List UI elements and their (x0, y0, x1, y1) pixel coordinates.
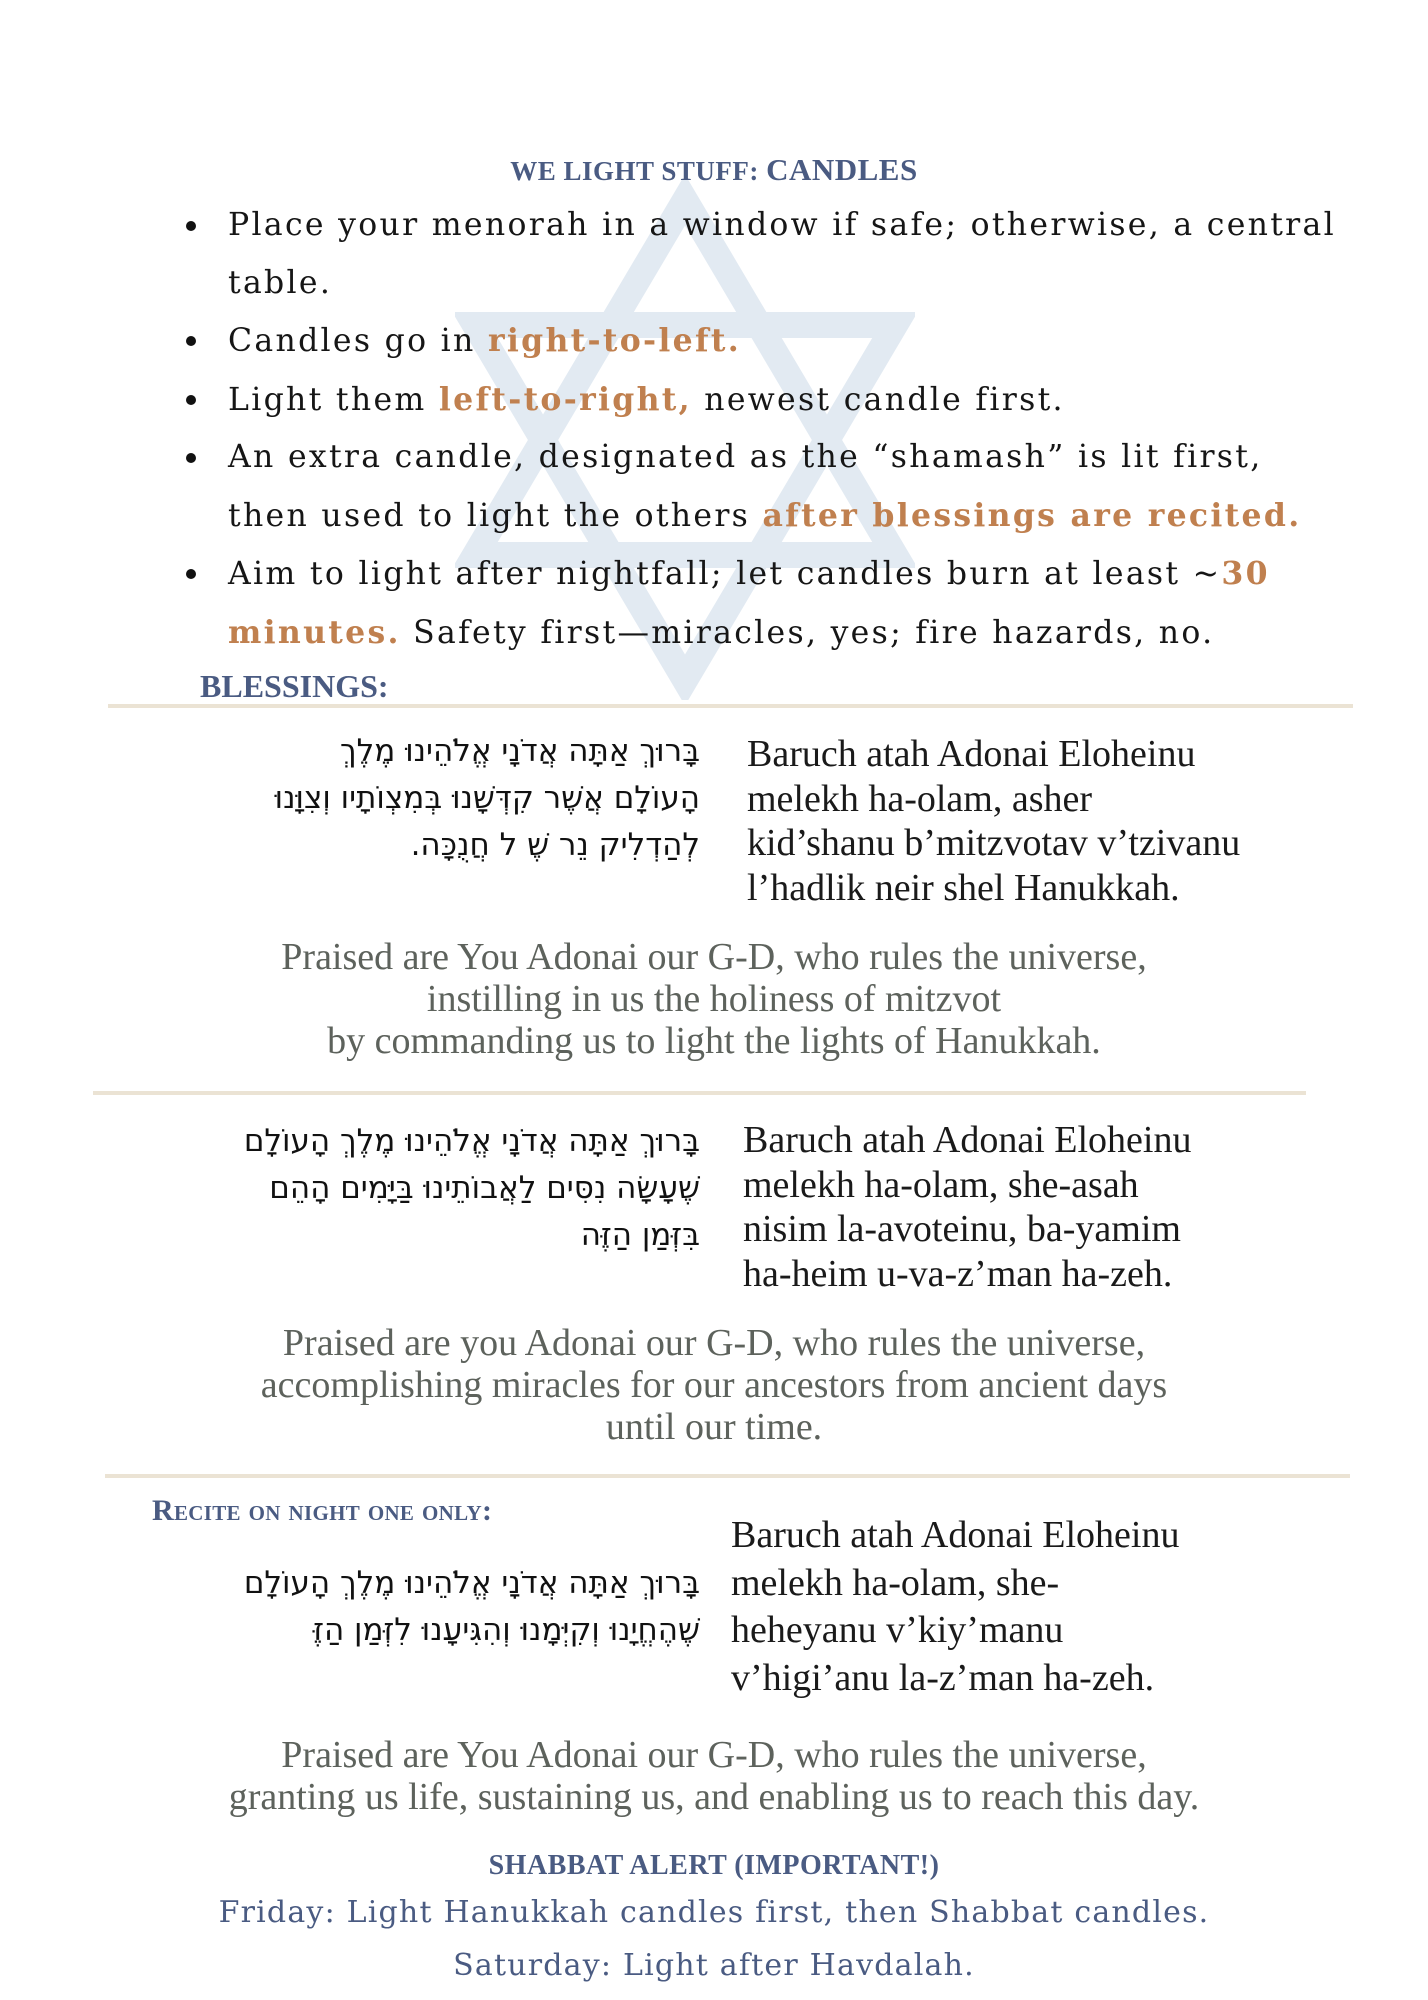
transliteration-line: Baruch atah Adonai Eloheinu (731, 1514, 1180, 1556)
transliteration-line: melekh ha-olam, asher (747, 777, 1093, 820)
bullet-text: Safety first—miracles, yes; fire hazards, no. (400, 614, 1215, 651)
blessing-3-hebrew (130, 1560, 700, 1654)
transliteration-line: heheyanu v’kiy’manu (731, 1609, 1064, 1651)
blessings-heading: BLESSINGS: (200, 668, 389, 704)
page-title (0, 152, 1428, 188)
divider (108, 704, 1353, 708)
translation-line: Praised are you Adonai our G-D, who rules the universe, (282, 1322, 1146, 1364)
bullet-text: An extra candle, designated as the “shamash” is lit first, then used to light the others (228, 439, 1263, 534)
instructions-list (188, 197, 1338, 662)
blessing-2-translation (0, 1322, 1428, 1448)
translation-line: Praised are You Adonai our G-D, who rules the universe, (281, 936, 1147, 978)
bullet-text: Place your menorah in a window if safe; otherwise, a central table. (228, 207, 1336, 301)
list-item (188, 312, 1338, 371)
shabbat-alert-saturday: Saturday: Light after Havdalah. (453, 1948, 975, 1983)
blessing-2-hebrew (130, 1118, 700, 1259)
divider (105, 1474, 1350, 1478)
blessing-1-hebrew (150, 728, 700, 869)
bullet-text: Candles go in (228, 323, 488, 359)
transliteration-line: nisim la-avoteinu, ba-yamim (743, 1208, 1181, 1250)
bullet-icon (186, 395, 196, 405)
transliteration-line: Baruch atah Adonai Eloheinu (747, 733, 1196, 775)
bullet-text: Light them (228, 381, 439, 418)
list-item (188, 197, 1338, 312)
bullet-icon (186, 569, 196, 579)
transliteration-line: Baruch atah Adonai Eloheinu (743, 1119, 1192, 1161)
bullet-icon (186, 221, 196, 231)
hebrew-line: לְהַדְלִיק נֵר שֶׁ ל חֲנֻכָּה. (410, 827, 700, 863)
translation-line: instilling in us the holiness of mitzvot (426, 978, 1002, 1020)
hebrew-line: בָּרוּךְ אַתָּה אֲדֹנָי אֱלֹהֵינוּ מֶלֶךְ הָעוֹלָם (243, 1123, 700, 1159)
transliteration-line: l’hadlik neir shel Hanukkah. (747, 866, 1180, 909)
hebrew-line: הָעוֹלָם אֲשֶׁר קִדְּשָׁנוּ בְּמִצְוֹתָיו וְצִוָּנוּ (274, 780, 700, 816)
highlight-text: right-to-left. (487, 322, 741, 359)
transliteration-line: kid’shanu b’mitzvotav v’tzivanu (747, 822, 1241, 864)
translation-line: accomplishing miracles for our ancestors from ancient days (260, 1364, 1168, 1406)
transliteration-line: melekh ha-olam, she- (731, 1561, 1060, 1604)
list-item (188, 545, 1338, 662)
hebrew-line: בָּרוּךְ אַתָּה אֲדֹנָי אֱלֹהֵינוּ מֶלֶךְ (340, 733, 700, 769)
translation-line: granting us life, sustaining us, and enabling us to reach this day. (228, 1776, 1200, 1818)
translation-line: by commanding us to light the lights of Hanukkah. (327, 1020, 1101, 1062)
highlight-text: after blessings are recited. (762, 496, 1302, 534)
shabbat-alert-friday: Friday: Light Hanukkah candles first, then Shabbat candles. (218, 1895, 1210, 1930)
list-item (188, 429, 1338, 545)
bullet-text: newest candle first. (691, 381, 1065, 418)
translation-line: until our time. (605, 1406, 823, 1448)
transliteration-line: melekh ha-olam, she-asah (743, 1163, 1139, 1206)
highlight-text: left-to-right, (438, 380, 692, 418)
transliteration-line: ha-heim u-va-z’man ha-zeh. (743, 1252, 1173, 1295)
bullet-text: Aim to light after nightfall; let candles burn at least ~ (228, 556, 1222, 592)
transliteration-line: v’higi’anu la-z’man ha-zeh. (731, 1656, 1155, 1699)
title-main: CANDLES (766, 152, 918, 187)
blessing-1-transliteration (747, 732, 1240, 910)
bullet-icon (186, 453, 196, 463)
hebrew-line: בָּרוּךְ אַתָּה אֲדֹנָי אֱלֹהֵינוּ מֶלֶךְ הָעוֹלָם (243, 1565, 700, 1601)
list-item (188, 371, 1338, 430)
highlight-text: 30 minutes. (228, 555, 1270, 651)
blessing-1-translation (0, 936, 1428, 1062)
blessing-3-translation (0, 1734, 1428, 1818)
night-one-heading: Recite on night one only: (152, 1494, 493, 1527)
hebrew-line: שֶׁהֶחֱיָנוּ וְקִיְּמָנוּ וְהִגִּיעָנוּ לִזְּמַן הַזֶּ (313, 1612, 700, 1648)
translation-line: Praised are You Adonai our G-D, who rules the universe, (281, 1734, 1147, 1776)
bullet-icon (186, 336, 196, 346)
hebrew-line: בִּזְּמַן הַזֶּה (580, 1217, 700, 1253)
title-prefix: WE LIGHT STUFF: (510, 156, 767, 186)
shabbat-alert-heading: SHABBAT ALERT (IMPORTANT!) (488, 1850, 940, 1881)
blessing-2-transliteration (743, 1118, 1192, 1296)
hebrew-line: שֶׁעָשָׂה נִסִּים לַאֲבוֹתֵינוּ בַּיָּמִים הָהֵם (269, 1170, 700, 1206)
blessing-3-transliteration (731, 1512, 1180, 1702)
divider (93, 1091, 1306, 1095)
